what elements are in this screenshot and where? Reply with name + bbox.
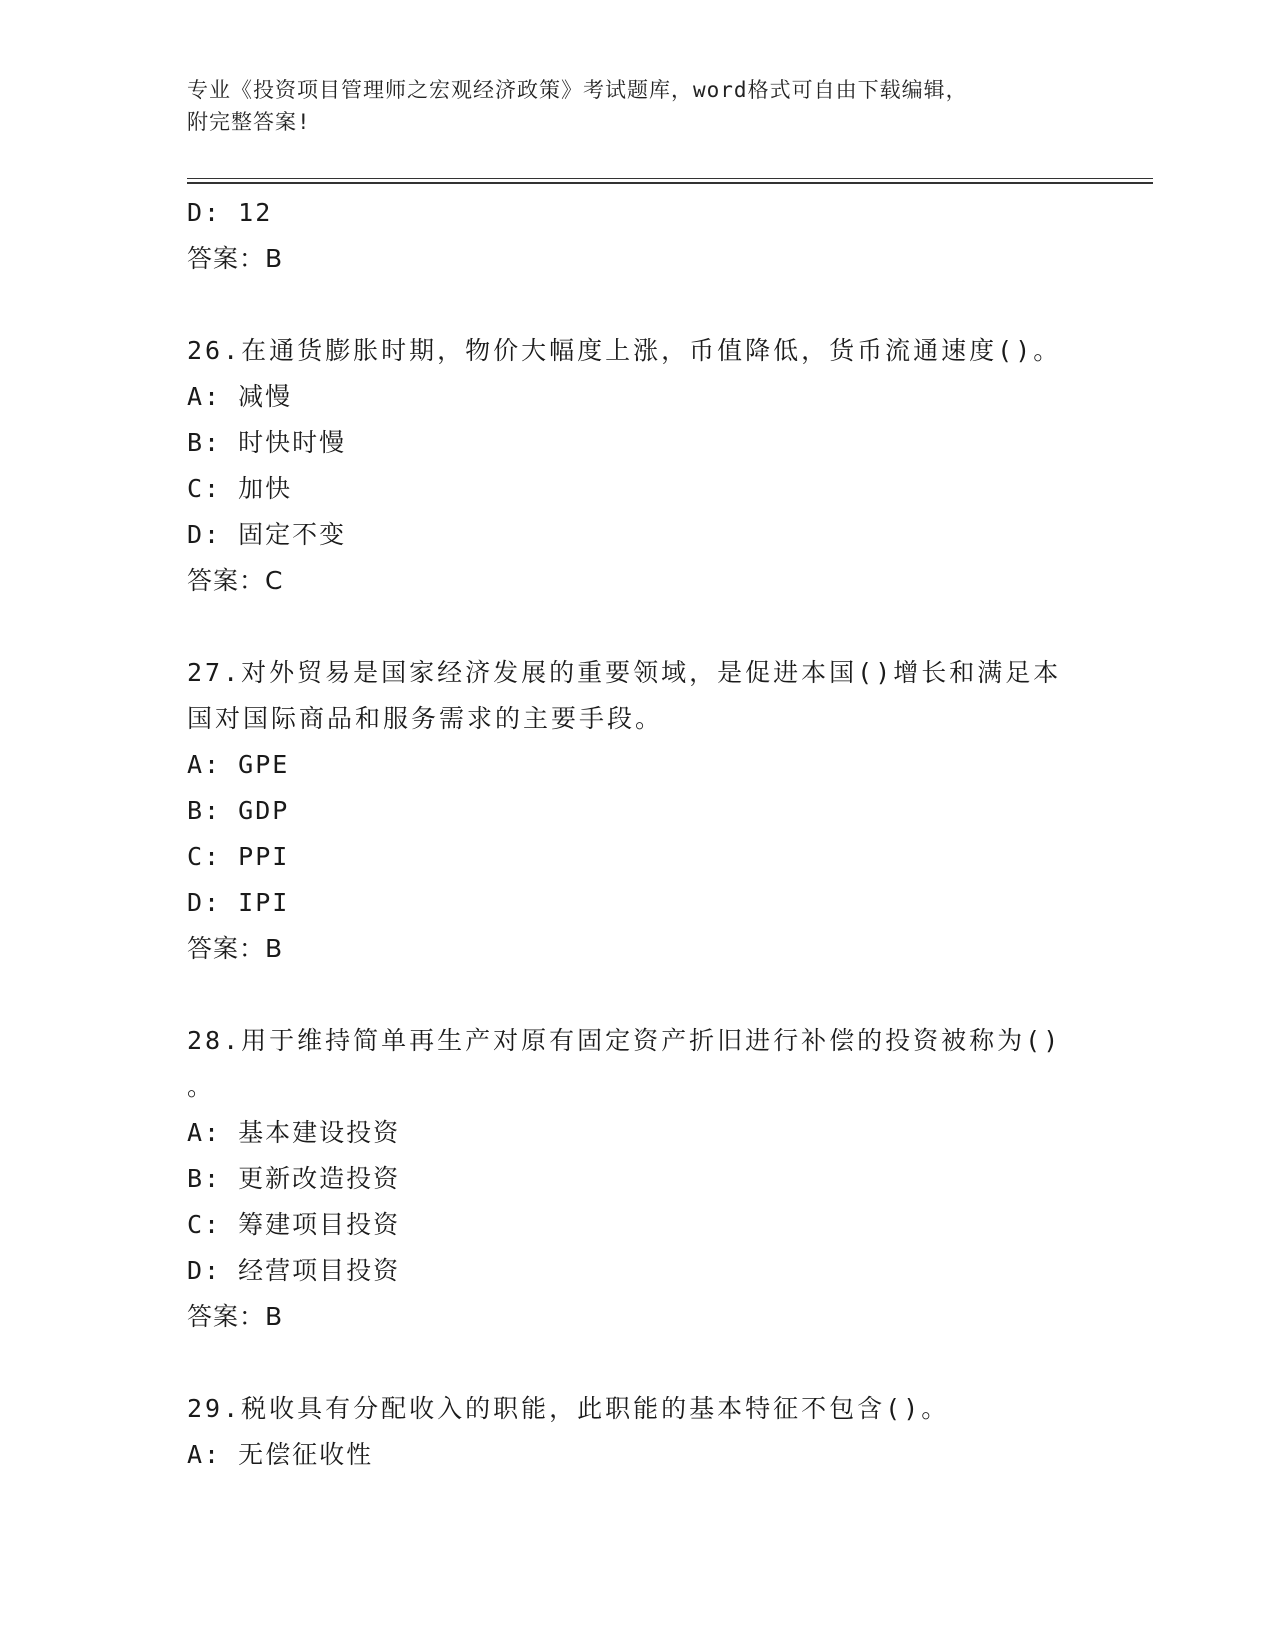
spacer: [187, 282, 1087, 328]
question-block-29: [187, 1386, 1087, 1478]
spacer: [187, 604, 1087, 650]
header-rule-thin: [187, 178, 1153, 179]
answer-line: 答案：B: [187, 934, 284, 963]
option-b: B: GDP: [187, 796, 290, 825]
option-d: D: 固定不变: [187, 520, 347, 549]
question-stem: 27.对外贸易是国家经济发展的重要领域，是促进本国()增长和满足本: [187, 658, 1062, 687]
option-c: C: PPI: [187, 842, 290, 871]
option-d: D: 12: [187, 198, 273, 227]
option-a: A: 基本建设投资: [187, 1118, 401, 1147]
header-line-2: 附完整答案!: [187, 110, 311, 134]
question-stem: 26.在通货膨胀时期，物价大幅度上涨，币值降低，货币流通速度()。: [187, 336, 1062, 365]
header-rule-thick: [187, 182, 1153, 184]
spacer: [187, 972, 1087, 1018]
document-header: [187, 74, 1087, 138]
header-line-1: 专业《投资项目管理师之宏观经济政策》考试题库，word格式可自由下载编辑，: [187, 78, 968, 102]
option-a: A: 无偿征收性: [187, 1440, 374, 1469]
option-a: A: GPE: [187, 750, 290, 779]
question-content: [187, 190, 1087, 1478]
answer-line: 答案：B: [187, 1302, 284, 1331]
question-stem: 28.用于维持简单再生产对原有固定资产折旧进行补偿的投资被称为(): [187, 1026, 1062, 1055]
question-block-28: [187, 1018, 1087, 1340]
option-a: A: 减慢: [187, 382, 293, 411]
answer-line: 答案：C: [187, 566, 284, 595]
spacer: [187, 1340, 1087, 1386]
question-stem-continued: 。: [187, 1072, 216, 1101]
option-c: C: 加快: [187, 474, 293, 503]
option-d: D: IPI: [187, 888, 290, 917]
question-stem-continued: 国对国际商品和服务需求的主要手段。: [187, 704, 664, 733]
question-block-26: [187, 328, 1087, 604]
option-d: D: 经营项目投资: [187, 1256, 401, 1285]
option-c: C: 筹建项目投资: [187, 1210, 401, 1239]
question-stem: 29.税收具有分配收入的职能，此职能的基本特征不包含()。: [187, 1394, 950, 1423]
question-block-27: [187, 650, 1087, 972]
option-b: B: 时快时慢: [187, 428, 347, 457]
answer-line: 答案：B: [187, 244, 284, 273]
option-b: B: 更新改造投资: [187, 1164, 401, 1193]
